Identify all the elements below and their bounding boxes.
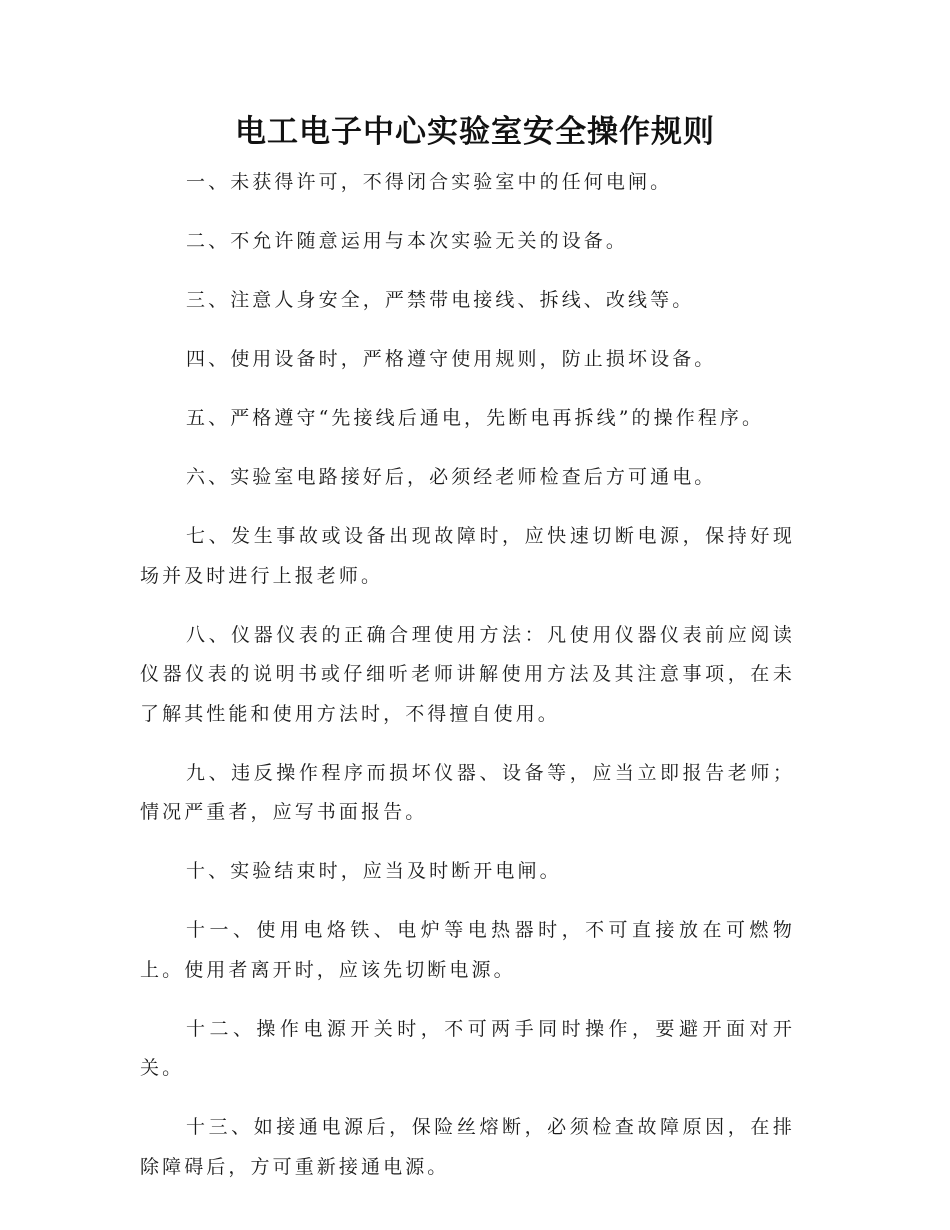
rule-2: 二、不允许随意运用与本次实验无关的设备。 [186,230,629,252]
rule-1: 一、未获得许可，不得闭合实验室中的任何电闸。 [186,171,673,193]
rule-5: 五、严格遵守“先接线后通电，先断电再拆线”的操作程序。 [186,407,765,429]
rule-4: 四、使用设备时，严格遵守使用规则，防止损坏设备。 [186,348,717,370]
rule-12: 十二、操作电源开关时，不可两手同时操作，要避开面对开关。 [140,1017,795,1079]
rule-13: 十三、如接通电源后，保险丝熔断，必须检查故障原因，在排除障碍后，方可重新接通电源。 [140,1116,795,1178]
rule-6: 六、实验室电路接好后，必须经老师检查后方可通电。 [186,466,717,488]
rule-3: 三、注意人身安全，严禁带电接线、拆线、改线等。 [186,289,695,311]
rule-10: 十、实验结束时，应当及时断开电闸。 [186,860,562,882]
rule-7: 七、发生事故或设备出现故障时，应快速切断电源，保持好现场并及时进行上报老师。 [140,525,795,587]
page-title: 电工电子中心实验室安全操作规则 [235,114,715,150]
rule-11: 十一、使用电烙铁、电炉等电热器时，不可直接放在可燃物上。使用者离开时，应该先切断电源。 [140,919,795,981]
rule-9: 九、违反操作程序而损坏仪器、设备等，应当立即报告老师；情况严重者，应写书面报告。 [140,761,795,823]
rule-8: 八、仪器仪表的正确合理使用方法：凡使用仪器仪表前应阅读仪器仪表的说明书或仔细听老师讲解使用方法及其注意事项，在未了解其性能和使用方法时，不得擅自使用。 [140,623,795,725]
rules-list [140,163,795,1207]
